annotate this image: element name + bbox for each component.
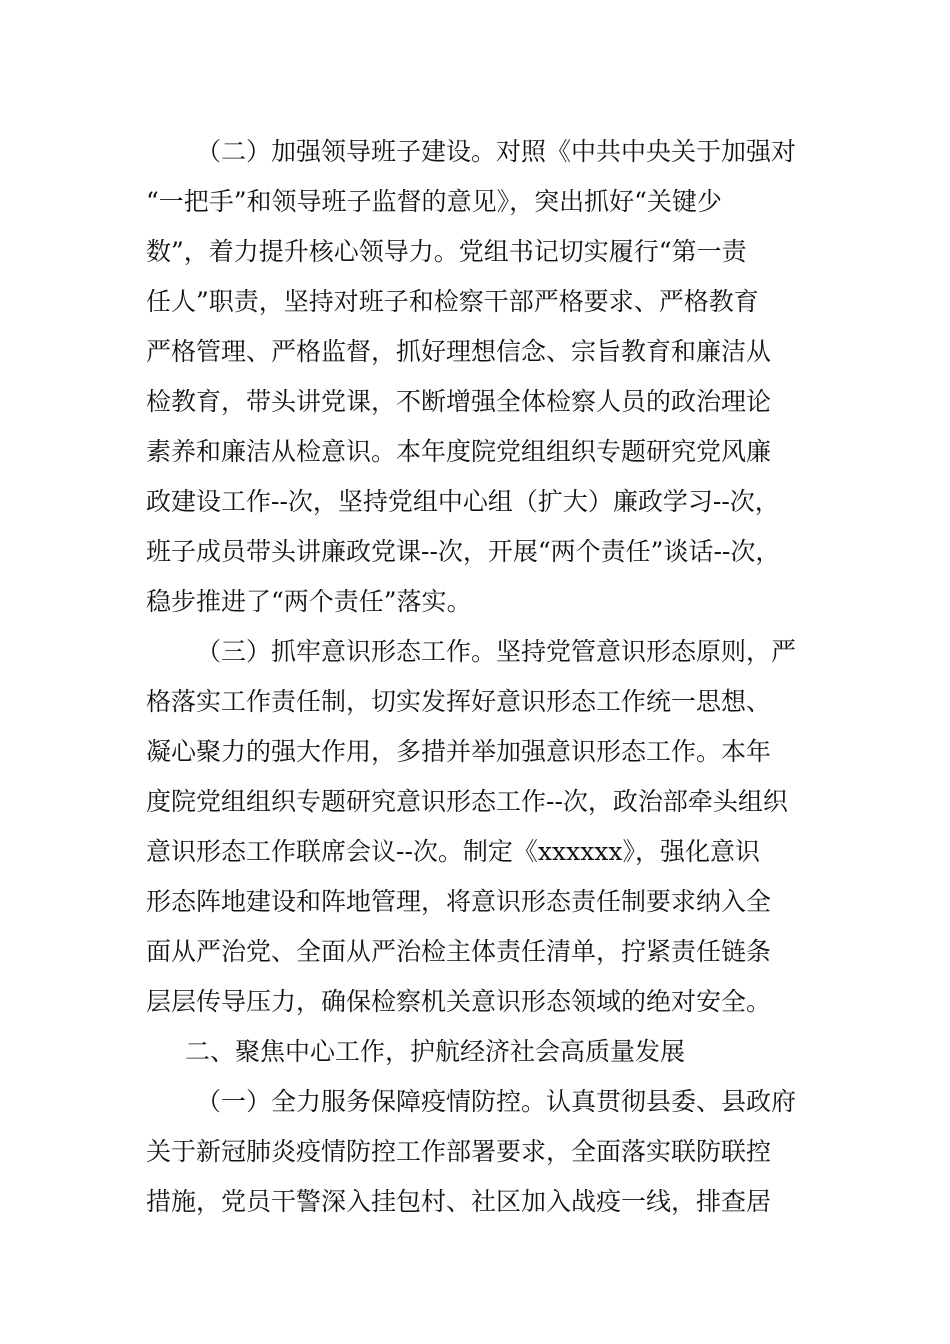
paragraph-line: 面从严治党、全面从严治检主体责任清单，拧紧责任链条: [146, 937, 772, 966]
paragraph-line: 政建设工作--次，坚持党组中心组（扩大）廉政学习--次，: [146, 487, 780, 516]
paragraph-line: 检教育，带头讲党课，不断增强全体检察人员的政治理论: [146, 387, 772, 416]
paragraph-line: 形态阵地建设和阵地管理，将意识形态责任制要求纳入全: [146, 887, 772, 916]
paragraph-line: 措施，党员干警深入挂包村、社区加入战疫一线，排查居: [146, 1187, 772, 1216]
paragraph-line: （二）加强领导班子建设。对照《中共中央关于加强对: [196, 137, 797, 166]
paragraph-line: 意识形态工作联席会议--次。制定《xxxxxx》，强化意识: [146, 837, 760, 866]
paragraph-line: 稳步推进了“两个责任”落实。: [146, 587, 472, 616]
paragraph-line: 严格管理、严格监督，抓好理想信念、宗旨教育和廉洁从: [146, 337, 772, 366]
paragraph-line: 度院党组组织专题研究意识形态工作--次，政治部牵头组织: [146, 787, 788, 816]
paragraph-line: 数”，着力提升核心领导力。党组书记切实履行“第一责: [146, 237, 747, 266]
paragraph-line: 素养和廉洁从检意识。本年度院党组组织专题研究党风廉: [146, 437, 772, 466]
paragraph-line: 凝心聚力的强大作用，多措并举加强意识形态工作。本年: [146, 737, 772, 766]
paragraph-line: （一）全力服务保障疫情防控。认真贯彻县委、县政府: [196, 1087, 797, 1116]
paragraph-line: 关于新冠肺炎疫情防控工作部署要求，全面落实联防联控: [146, 1137, 772, 1166]
section-heading: 二、聚焦中心工作，护航经济社会高质量发展: [185, 1037, 686, 1066]
paragraph-line: 格落实工作责任制，切实发挥好意识形态工作统一思想、: [146, 687, 772, 716]
paragraph-line: （三）抓牢意识形态工作。坚持党管意识形态原则，严: [196, 637, 797, 666]
paragraph-line: 任人”职责，坚持对班子和检察干部严格要求、严格教育: [146, 287, 759, 316]
paragraph-line: “一把手”和领导班子监督的意见》，突出抓好“关键少: [146, 187, 722, 216]
paragraph-line: 班子成员带头讲廉政党课--次，开展“两个责任”谈话--次，: [146, 537, 781, 566]
paragraph-line: 层层传导压力，确保检察机关意识形态领域的绝对安全。: [146, 987, 772, 1016]
